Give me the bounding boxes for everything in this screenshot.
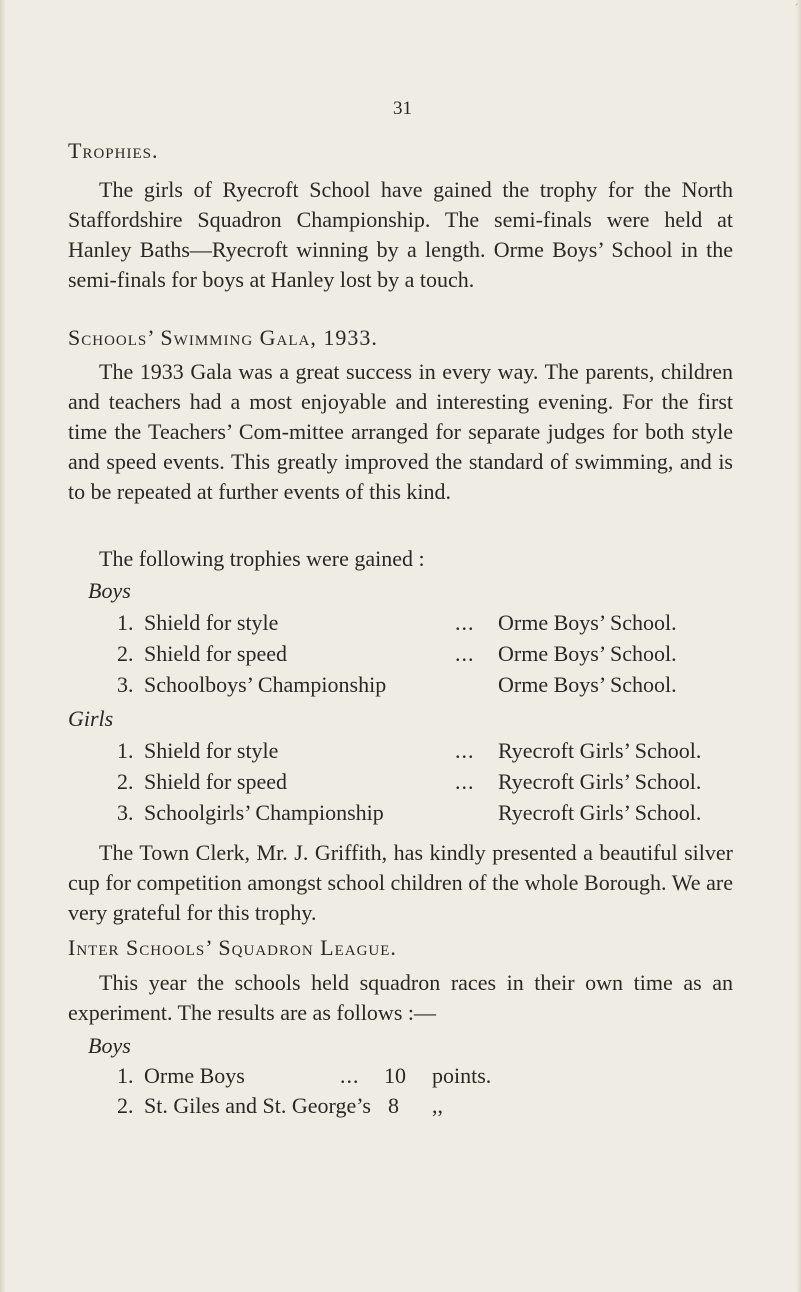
trophy-winner: Orme Boys’ School. <box>498 610 677 635</box>
leader-dots: ... <box>340 1063 360 1088</box>
trophy-winner: Orme Boys’ School. <box>498 672 677 697</box>
points-unit: points. <box>432 1063 492 1088</box>
row-number: 3. <box>117 672 134 697</box>
cup-paragraph-text: The Town Clerk, Mr. J. Griffith, has kindly presented a beautiful silver cup for competition amongst school children of the whole Borough. We are very grateful for this trophy. <box>68 840 733 925</box>
row-number: 2. <box>117 1093 134 1118</box>
gala-heading <box>68 325 378 351</box>
row-number: 1. <box>117 738 134 763</box>
trophies-heading <box>68 138 158 164</box>
trophy-winner: Ryecroft Girls’ School. <box>498 800 702 825</box>
leader-dots: ... <box>455 738 475 763</box>
points-value: 10 <box>384 1063 406 1088</box>
leader-dots: ... <box>455 769 475 794</box>
row-number: 1. <box>117 610 134 635</box>
trophies-paragraph-text: The girls of Ryecroft School have gained the trophy for the North Staffordshire Squadron Championship. The semi-finals were held at Hanley Baths—Ryecroft winning by a length. Orme Boys’ School in the semi-finals for boys at Hanley lost by a touch. <box>68 177 733 292</box>
row-number: 2. <box>117 769 134 794</box>
leader-dots: ... <box>455 641 475 666</box>
page-edge-right <box>796 0 801 1292</box>
row-number: 1. <box>117 1063 134 1088</box>
page-edge-left <box>0 0 6 1292</box>
school-label: St. Giles and St. George’s <box>144 1093 371 1118</box>
cup-paragraph <box>68 838 733 928</box>
trophy-winner: Ryecroft Girls’ School. <box>498 769 702 794</box>
points-value: 8 <box>388 1093 399 1118</box>
trophy-label: Schoolboys’ Championship <box>144 672 387 697</box>
row-number: 2. <box>117 641 134 666</box>
gala-heading-text: Schools’ Swimming Gala, 1933. <box>68 325 378 350</box>
page-number: 31 <box>393 98 412 119</box>
league-heading <box>68 935 397 961</box>
gala-paragraph <box>68 357 733 507</box>
trophy-label: Schoolgirls’ Championship <box>144 800 384 825</box>
school-label: Orme Boys <box>144 1063 245 1088</box>
trophies-intro <box>68 544 733 574</box>
girls-subheading: Girls <box>68 706 114 731</box>
league-paragraph <box>68 968 733 1028</box>
points-unit: ,, <box>432 1093 443 1118</box>
trophies-heading-text: Trophies. <box>68 138 159 163</box>
trophy-label: Shield for style <box>144 610 279 635</box>
trophies-paragraph <box>68 175 733 295</box>
league-boys-subheading: Boys <box>88 1033 131 1058</box>
league-heading-text: Inter Schools’ Squadron League. <box>68 935 397 960</box>
trophy-label: Shield for speed <box>144 769 287 794</box>
corner-mark: ´ <box>794 2 799 17</box>
gala-paragraph-text: The 1933 Gala was a great success in every way. The parents, children and teachers had a most enjoyable and interesting evening. For the first time the Teachers’ Com-mittee arranged for separate judges for both style and speed events. This greatly improved the standard of swimming, and is to be repeated at further events of this kind. <box>68 359 733 504</box>
leader-dots: ... <box>455 610 475 635</box>
row-number: 3. <box>117 800 134 825</box>
trophy-label: Shield for speed <box>144 641 287 666</box>
trophy-winner: Ryecroft Girls’ School. <box>498 738 702 763</box>
trophies-intro-text: The following trophies were gained : <box>99 546 425 571</box>
boys-subheading: Boys <box>88 578 131 603</box>
trophy-label: Shield for style <box>144 738 279 763</box>
league-paragraph-text: This year the schools held squadron races in their own time as an experiment. The results are as follows :— <box>68 970 733 1025</box>
trophy-winner: Orme Boys’ School. <box>498 641 677 666</box>
